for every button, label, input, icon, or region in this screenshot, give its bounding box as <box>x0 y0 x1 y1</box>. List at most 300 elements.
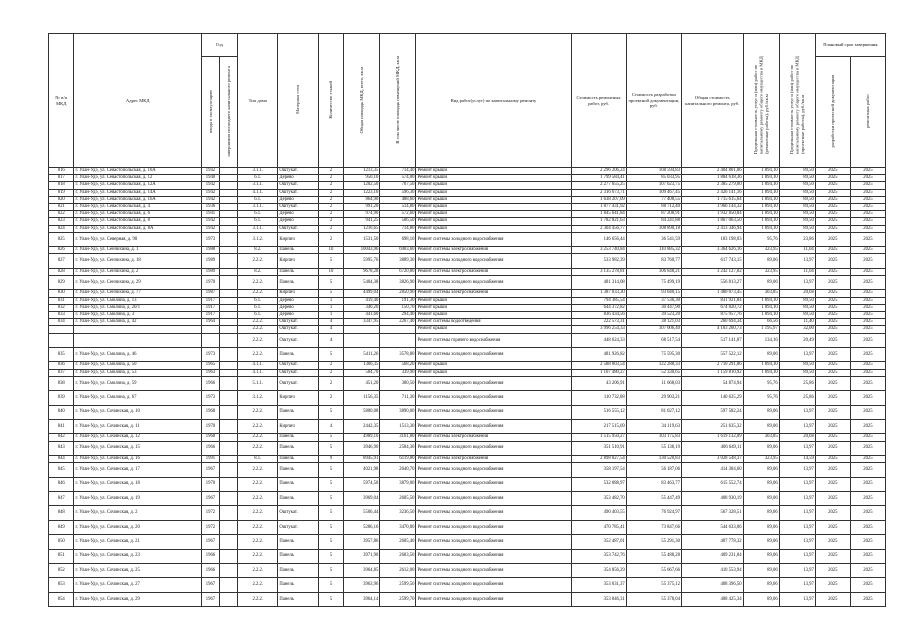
cell-deadline-design: 2025 <box>815 268 850 275</box>
cell-floors: 2 <box>318 391 343 405</box>
cell-total-cost: 617 743,15 <box>681 254 743 268</box>
cell-wall-material: Оштукат. <box>278 319 318 326</box>
cell-year-built: 1917 <box>201 304 219 311</box>
cell-deadline-repair: 2025 <box>850 211 885 218</box>
cell-design-cost: 39 523,20 <box>626 312 681 319</box>
cell-deadline-design: 2025 <box>815 506 850 520</box>
cell-limit-unit: 89,06 <box>743 491 779 505</box>
cell-design-cost: 93 040,15 <box>626 290 681 297</box>
cell-year-overhaul <box>219 175 237 182</box>
cell-design-cost: 76 924,97 <box>626 506 681 520</box>
cell-total-cost: 183 198,03 <box>681 232 743 246</box>
cell-work-type: Ремонт крыши <box>416 362 571 369</box>
cell-limit-unit-design: 89,50 <box>779 297 815 304</box>
cell-premises-area: 339,90 <box>380 369 416 376</box>
cell-total-area: 8945,91 <box>344 455 380 462</box>
cell-design-cost: 11 668,03 <box>626 376 681 390</box>
cell-deadline-design: 2025 <box>815 455 850 462</box>
cell-limit-unit-design: 89,50 <box>779 218 815 225</box>
cell-year-overhaul <box>219 312 237 319</box>
cell-total-area: 584,70 <box>344 369 380 376</box>
header-deadline-design: разработки проектной документации <box>815 57 850 168</box>
cell-deadline-design: 2025 <box>815 578 850 592</box>
cell-limit-unit: 89,06 <box>743 592 779 606</box>
cell-deadline-repair: 2025 <box>850 326 885 333</box>
cell-year-built: 1970 <box>201 419 219 433</box>
cell-year-built: 1942 <box>201 182 219 189</box>
cell-work-type: Ремонт системы холодного водоснабжения <box>416 506 571 520</box>
cell-num <box>49 326 74 333</box>
cell-limit-unit-design: 13,97 <box>779 463 815 477</box>
cell-total-area: 4021,98 <box>344 463 380 477</box>
cell-wall-material: Оштукат. <box>278 326 318 333</box>
cell-total-area: 941,25 <box>344 218 380 225</box>
table-row <box>49 204 886 211</box>
cell-limit-unit: 303,85 <box>743 434 779 441</box>
cell-limit-unit-design: 13,97 <box>779 254 815 268</box>
cell-floors: 5 <box>318 348 343 362</box>
cell-deadline-design: 2025 <box>815 348 850 362</box>
cell-num: 839 <box>49 391 74 405</box>
table-body <box>49 168 886 607</box>
cell-num: 853 <box>49 578 74 592</box>
cell-work-type: Ремонт крыши <box>416 175 571 182</box>
cell-year-overhaul <box>219 376 237 390</box>
cell-address: г. Улан-Удэ, ул. Северная, д. 90 <box>74 232 201 246</box>
cell-year-built: 1967 <box>201 463 219 477</box>
cell-total-area: 1216,65 <box>344 225 380 232</box>
cell-wall-material: Кирпич <box>278 254 318 268</box>
cell-limit-unit: 1 894,10 <box>743 362 779 369</box>
cell-limit-unit: 95,76 <box>743 391 779 405</box>
cell-wall-material: Панель <box>278 491 318 505</box>
cell-year-overhaul <box>219 520 237 534</box>
cell-year-overhaul <box>219 204 237 211</box>
cell-limit-unit: 1 894,10 <box>743 196 779 203</box>
cell-total-area: 3963,96 <box>344 578 380 592</box>
cell-deadline-repair: 2025 <box>850 491 885 505</box>
cell-wall-material: Оштукат. <box>278 506 318 520</box>
cell-premises-area: 2612,00 <box>380 563 416 577</box>
cell-total-cost: 1 715 615,64 <box>681 196 743 203</box>
cell-wall-material: Панель <box>278 348 318 362</box>
cell-design-cost: 108 594,83 <box>626 168 681 175</box>
cell-deadline-design: 2025 <box>815 218 850 225</box>
cell-design-cost: 55 378,04 <box>626 592 681 606</box>
cell-repair-cost: 532 088,97 <box>571 477 626 491</box>
cell-repair-cost: 533 982,39 <box>571 254 626 268</box>
cell-house-type: 6.1. <box>238 211 278 218</box>
cell-deadline-design: 2025 <box>815 563 850 577</box>
cell-house-type: 2.2.2. <box>238 563 278 577</box>
cell-year-built: 1966 <box>201 549 219 563</box>
cell-premises-area: 506,50 <box>380 218 416 225</box>
cell-floors: 2 <box>318 225 343 232</box>
cell-year-built: 1973 <box>201 232 219 246</box>
cell-premises-area: 3578,80 <box>380 348 416 362</box>
cell-num <box>49 333 74 347</box>
cell-deadline-repair: 2025 <box>850 434 885 441</box>
cell-deadline-repair: 2025 <box>850 312 885 319</box>
cell-design-cost: 110 885,32 <box>626 247 681 254</box>
cell-design-cost: 30 447,90 <box>626 304 681 311</box>
cell-premises-area: 3236,50 <box>380 506 416 520</box>
cell-total-area: 4989,16 <box>344 434 380 441</box>
cell-floors: 2 <box>318 376 343 390</box>
cell-address: г. Улан-Удэ, ул. Сенчихина, д. 77 <box>74 290 201 297</box>
cell-wall-material: Панель <box>278 549 318 563</box>
cell-year-overhaul <box>219 362 237 369</box>
cell-num: 841 <box>49 419 74 433</box>
cell-deadline-design: 2025 <box>815 168 850 175</box>
cell-wall-material: Дерево <box>278 211 318 218</box>
cell-repair-cost: 354 856,29 <box>571 563 626 577</box>
table-row <box>49 326 886 333</box>
cell-work-type: Ремонт системы электроснабжения <box>416 434 571 441</box>
cell-deadline-design: 2025 <box>815 297 850 304</box>
cell-deadline-design: 2025 <box>815 175 850 182</box>
header-design-cost: Стоимость разработки проектной документации, руб. <box>626 34 681 168</box>
cell-design-cost: 122 288,33 <box>626 362 681 369</box>
cell-floors: 1 <box>318 304 343 311</box>
cell-num: 843 <box>49 441 74 455</box>
cell-premises-area: 3879,00 <box>380 477 416 491</box>
cell-total-cost: 251 635,32 <box>681 419 743 433</box>
cell-repair-cost: 448 624,33 <box>571 333 626 347</box>
cell-year-built: 1936 <box>201 204 219 211</box>
cell-premises-area: 3470,80 <box>380 520 416 534</box>
cell-year-overhaul <box>219 189 237 196</box>
cell-num: 817 <box>49 175 74 182</box>
cell-work-type: Ремонт системы электроснабжения <box>416 455 571 462</box>
cell-num: 832 <box>49 304 74 311</box>
cell-limit-unit-design: 13,97 <box>779 348 815 362</box>
cell-work-type: Ремонт системы электроснабжения <box>416 290 571 297</box>
cell-floors: 4 <box>318 326 343 333</box>
cell-repair-cost: 1 845 641,84 <box>571 211 626 218</box>
cell-design-cost: 87 208,91 <box>626 211 681 218</box>
cell-floors: 2 <box>318 196 343 203</box>
cell-total-cost: 557 522,12 <box>681 348 743 362</box>
cell-deadline-repair: 2025 <box>850 506 885 520</box>
cell-deadline-repair: 2025 <box>850 455 885 462</box>
cell-deadline-repair: 2025 <box>850 441 885 455</box>
cell-limit-unit: 1 894,10 <box>743 175 779 182</box>
cell-total-area: 864,90 <box>344 196 380 203</box>
cell-repair-cost: 353 482,70 <box>571 491 626 505</box>
cell-deadline-design: 2025 <box>815 290 850 297</box>
cell-design-cost: 37 536,30 <box>626 297 681 304</box>
cell-floors: 2 <box>318 168 343 175</box>
cell-repair-cost: 2 898 027,54 <box>571 455 626 462</box>
cell-wall-material: Дерево <box>278 175 318 182</box>
cell-deadline-repair: 2025 <box>850 362 885 369</box>
cell-house-type: 2.2.2. <box>238 254 278 268</box>
table-row <box>49 182 886 189</box>
cell-num: 830 <box>49 290 74 297</box>
cell-wall-material: Оштукат. <box>278 182 318 189</box>
cell-design-cost: 36 541,59 <box>626 232 681 246</box>
cell-premises-area: 191,30 <box>380 297 416 304</box>
cell-total-cost: 544 633,06 <box>681 520 743 534</box>
cell-deadline-repair: 2025 <box>850 218 885 225</box>
cell-num: 821 <box>49 204 74 211</box>
cell-floors: 10 <box>318 247 343 254</box>
cell-total-cost: 1 480 073,45 <box>681 290 743 297</box>
cell-deadline-design: 2025 <box>815 196 850 203</box>
cell-premises-area: 2599,50 <box>380 578 416 592</box>
cell-year-built: 1917 <box>201 312 219 319</box>
cell-premises-area: 6903,60 <box>380 247 416 254</box>
cell-wall-material: Оштукат. <box>278 189 318 196</box>
cell-total-area: 3971,90 <box>344 549 380 563</box>
cell-address: г. Улан-Удэ, ул. Смолина, д. 46 <box>74 348 201 362</box>
cell-repair-cost: 2 296 206,24 <box>571 168 626 175</box>
cell-work-type: Ремонт крыши <box>416 369 571 376</box>
cell-floors: 5 <box>318 506 343 520</box>
cell-year-overhaul <box>219 268 237 275</box>
table-row <box>49 225 886 232</box>
cell-house-type: 2.2.2. <box>238 535 278 549</box>
cell-limit-unit-design: 23,86 <box>779 232 815 246</box>
cell-work-type: Ремонт системы холодного водоснабжения <box>416 419 571 433</box>
cell-total-area: 2442,35 <box>344 419 380 433</box>
cell-house-type: 2.2.2. <box>238 290 278 297</box>
cell-num: 847 <box>49 491 74 505</box>
cell-limit-unit-design: 25,86 <box>779 376 815 390</box>
cell-limit-unit: 323,95 <box>743 268 779 275</box>
cell-total-area: 1156,35 <box>344 391 380 405</box>
cell-limit-unit-design: 13,97 <box>779 535 815 549</box>
cell-total-cost: 597 582,24 <box>681 405 743 419</box>
cell-house-type: 3.1.2. <box>238 391 278 405</box>
cell-num: 854 <box>49 592 74 606</box>
cell-limit-unit: 95,76 <box>743 232 779 246</box>
cell-total-cost: 2 710 291,86 <box>681 362 743 369</box>
cell-house-type: 4.1.1. <box>238 362 278 369</box>
cell-limit-unit: 89,06 <box>743 535 779 549</box>
cell-repair-cost: 146 656,44 <box>571 232 626 246</box>
cell-repair-cost: 481 926,82 <box>571 348 626 362</box>
cell-premises-area: 150,70 <box>380 304 416 311</box>
cell-design-cost: 56 187,06 <box>626 463 681 477</box>
table-row <box>49 312 886 319</box>
cell-address: г. Улан-Удэ, ул. Севастопольская, д. 6 <box>74 211 201 218</box>
cell-limit-unit: 1 894,10 <box>743 369 779 376</box>
table-row <box>49 578 886 592</box>
cell-deadline-repair: 2025 <box>850 592 885 606</box>
document-page <box>48 33 886 607</box>
cell-year-built: 1972 <box>201 520 219 534</box>
cell-repair-cost: 481 314,08 <box>571 276 626 290</box>
cell-total-area: 5411,26 <box>344 348 380 362</box>
cell-design-cost: 85 033,95 <box>626 175 681 182</box>
cell-premises-area: 6720,80 <box>380 268 416 275</box>
cell-limit-unit: 89,06 <box>743 276 779 290</box>
cell-deadline-repair: 2025 <box>850 196 885 203</box>
table-row <box>49 520 886 534</box>
cell-year-built: 1987 <box>201 290 219 297</box>
cell-deadline-repair: 2025 <box>850 333 885 347</box>
cell-floors: 2 <box>318 175 343 182</box>
cell-address: г. Улан-Удэ, ул. Севастопольская, д. 14А <box>74 189 201 196</box>
cell-address <box>74 326 201 333</box>
cell-house-type: 2.2.2. <box>238 506 278 520</box>
cell-total-area: 5506,44 <box>344 506 380 520</box>
cell-deadline-repair: 2025 <box>850 348 885 362</box>
cell-total-area: 5974,50 <box>344 477 380 491</box>
cell-work-type: Ремонт системы холодного водоснабжения <box>416 491 571 505</box>
cell-limit-unit-design: 89,50 <box>779 196 815 203</box>
cell-total-cost: 875 957,76 <box>681 312 743 319</box>
cell-house-type: 2.2.2. <box>238 333 278 347</box>
table-row <box>49 434 886 441</box>
header-year-group: Год <box>201 34 237 57</box>
header-deadline-group: Плановый срок завершения <box>815 34 885 57</box>
cell-total-cost: 1 619 132,09 <box>681 434 743 441</box>
cell-year-overhaul <box>219 535 237 549</box>
cell-wall-material: Панель <box>278 535 318 549</box>
cell-repair-cost: 1 387 033,30 <box>571 290 626 297</box>
cell-work-type: Ремонт крыши <box>416 304 571 311</box>
table-row <box>49 290 886 297</box>
cell-year-overhaul <box>219 434 237 441</box>
cell-premises-area: 294,40 <box>380 312 416 319</box>
cell-floors: 1 <box>318 312 343 319</box>
cell-deadline-repair: 2025 <box>850 175 885 182</box>
cell-num: 823 <box>49 218 74 225</box>
cell-premises-area: 3889,30 <box>380 254 416 268</box>
cell-limit-unit: 89,06 <box>743 405 779 419</box>
cell-deadline-design: 2025 <box>815 369 850 376</box>
cell-wall-material: Панель <box>278 455 318 462</box>
cell-limit-unit: 323,95 <box>743 455 779 462</box>
cell-design-cost: 83 760,77 <box>626 254 681 268</box>
cell-floors: 5 <box>318 520 343 534</box>
cell-wall-material: Кирпич <box>278 290 318 297</box>
cell-limit-unit-design: 13,97 <box>779 276 815 290</box>
cell-address: г. Улан-Удэ, ул. Сенчихина, д. 29 <box>74 276 201 290</box>
cell-floors: 5 <box>318 463 343 477</box>
cell-repair-cost: 490 403,55 <box>571 506 626 520</box>
cell-house-type: 2.2.2. <box>238 405 278 419</box>
cell-house-type: 2.2.2. <box>238 520 278 534</box>
cell-address: г. Улан-Удэ, ул. Севастопольская, д. 12А <box>74 182 201 189</box>
cell-year-overhaul <box>219 419 237 433</box>
cell-design-cost: 55 375,12 <box>626 578 681 592</box>
cell-wall-material: Дерево <box>278 196 318 203</box>
cell-limit-unit: 89,06 <box>743 254 779 268</box>
cell-total-area: 340,20 <box>344 304 380 311</box>
cell-total-area: 5800,08 <box>344 405 380 419</box>
cell-repair-cost: 836 434,56 <box>571 312 626 319</box>
cell-house-type: 5.1.1. <box>238 376 278 390</box>
table-row <box>49 506 886 520</box>
cell-limit-unit-design: 13,97 <box>779 578 815 592</box>
cell-address: г. Улан-Удэ, ул. Сочинская, д. 23 <box>74 549 201 563</box>
cell-year-overhaul <box>219 182 237 189</box>
cell-year-overhaul <box>219 319 237 326</box>
cell-num: 834 <box>49 319 74 326</box>
cell-year-built: 1972 <box>201 506 219 520</box>
cell-deadline-design: 2025 <box>815 276 850 290</box>
cell-total-area <box>344 326 380 333</box>
table-row <box>49 211 886 218</box>
cell-num: 837 <box>49 369 74 376</box>
cell-deadline-repair: 2025 <box>850 405 885 419</box>
table-row <box>49 592 886 606</box>
cell-num: 828 <box>49 268 74 275</box>
cell-work-type: Ремонт системы холодного водоснабжения <box>416 563 571 577</box>
cell-total-cost: 3 242 127,02 <box>681 268 743 275</box>
cell-num: 852 <box>49 563 74 577</box>
cell-address: г. Улан-Удэ, ул. Сочинская, д. 15 <box>74 441 201 455</box>
cell-floors: 5 <box>318 254 343 268</box>
cell-limit-unit-design: 13,97 <box>779 405 815 419</box>
cell-total-cost: 615 552,74 <box>681 477 743 491</box>
cell-house-type: 2.2.2. <box>238 326 278 333</box>
header-year-built: ввода в эксплуатацию <box>201 57 219 168</box>
cell-floors: 2 <box>318 182 343 189</box>
cell-house-type: 2.2.2. <box>238 578 278 592</box>
cell-deadline-design: 2025 <box>815 232 850 246</box>
table-row <box>49 455 886 462</box>
cell-work-type: Ремонт системы холодного водоснабжения <box>416 348 571 362</box>
table-row <box>49 218 886 225</box>
cell-year-built: 1973 <box>201 391 219 405</box>
cell-wall-material: Панель <box>278 434 318 441</box>
cell-wall-material: Оштукат. <box>278 376 318 390</box>
cell-num: 824 <box>49 225 74 232</box>
cell-address: г. Улан-Удэ, ул. Сочинская, д. 19 <box>74 491 201 505</box>
cell-repair-cost: 1 638 207,09 <box>571 196 626 203</box>
cell-repair-cost: 1 799 584,41 <box>571 175 626 182</box>
cell-address: г. Улан-Удэ, ул. Смолина, д. 67 <box>74 391 201 405</box>
cell-deadline-design: 2025 <box>815 491 850 505</box>
cell-work-type: Ремонт крыши <box>416 326 571 333</box>
cell-total-cost: 407 778,32 <box>681 535 743 549</box>
table-row <box>49 477 886 491</box>
cell-address: г. Улан-Удэ, ул. Сочинская, д. 10 <box>74 405 201 419</box>
cell-year-built: 1968 <box>201 405 219 419</box>
cell-num: 833 <box>49 312 74 319</box>
cell-premises-area: 1513,30 <box>380 419 416 433</box>
cell-address: г. Улан-Удэ, ул. Сочинская, д. 29 <box>74 592 201 606</box>
cell-deadline-design: 2025 <box>815 204 850 211</box>
cell-address: г. Улан-Удэ, ул. Севастопольская, д. 16А <box>74 196 201 203</box>
table-row <box>49 362 886 369</box>
cell-deadline-repair: 2025 <box>850 578 885 592</box>
cell-num: 851 <box>49 549 74 563</box>
cell-deadline-design: 2025 <box>815 463 850 477</box>
cell-repair-cost: 794 385,54 <box>571 297 626 304</box>
cell-limit-unit: 1 894,10 <box>743 204 779 211</box>
cell-wall-material: Панель <box>278 563 318 577</box>
cell-total-area: 419,40 <box>344 297 380 304</box>
cell-limit-unit-design: 20,68 <box>779 434 815 441</box>
cell-work-type: Ремонт системы холодного водоснабжения <box>416 254 571 268</box>
cell-house-type: 2.2.2. <box>238 441 278 455</box>
table-row <box>49 369 886 376</box>
cell-repair-cost: 358 197,54 <box>571 463 626 477</box>
cell-deadline-design: 2025 <box>815 189 850 196</box>
cell-year-built: 1942 <box>201 218 219 225</box>
table-row <box>49 276 886 290</box>
cell-limit-unit: 323,95 <box>743 247 779 254</box>
cell-year-built: 1942 <box>201 168 219 175</box>
cell-limit-unit-design: 13,97 <box>779 441 815 455</box>
cell-num: 819 <box>49 189 74 196</box>
